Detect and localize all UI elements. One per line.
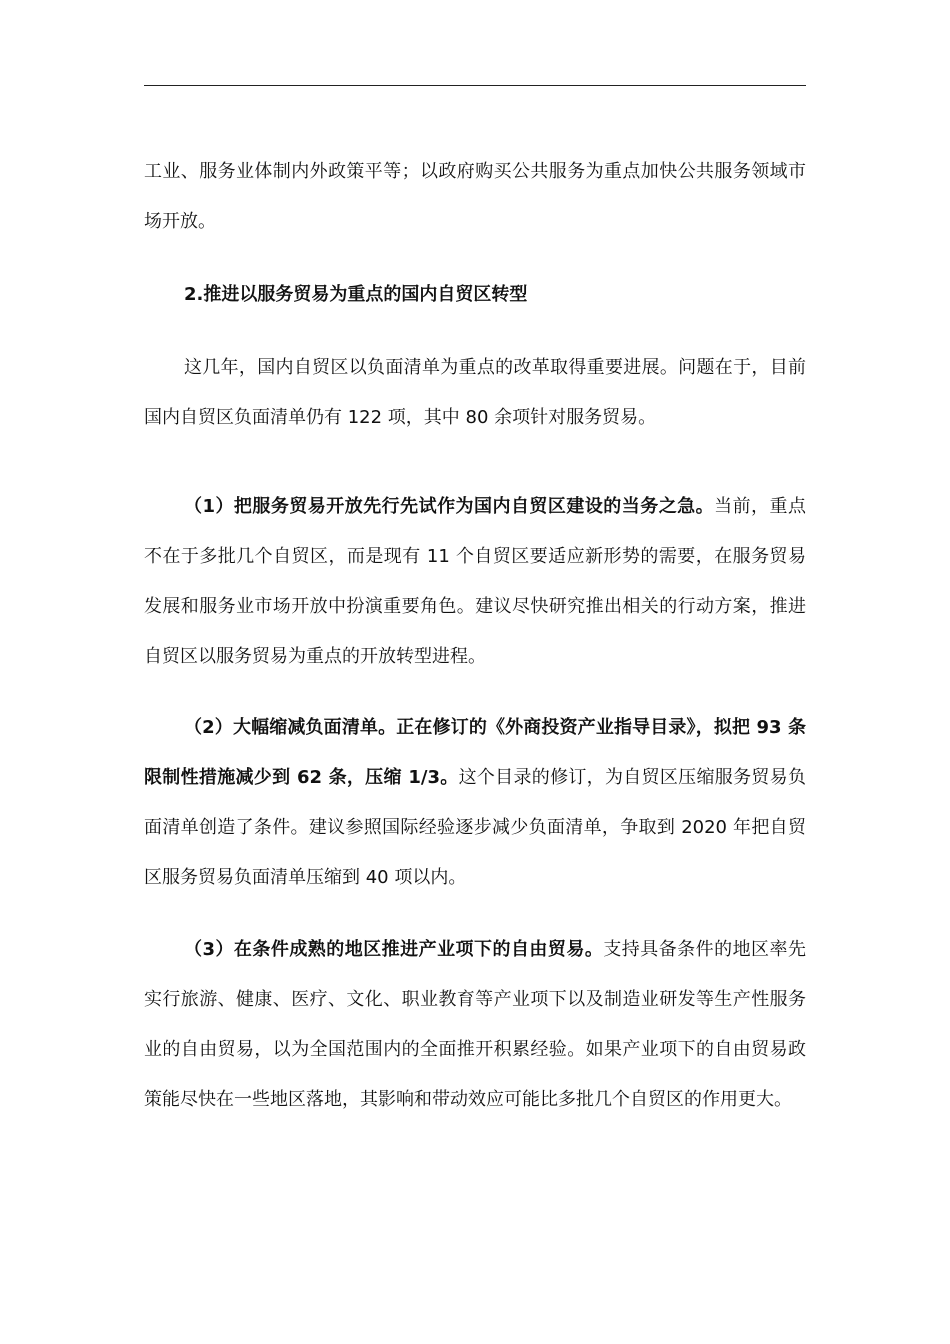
list-item-3-body: 支持具备条件的地区率先实行旅游、健康、医疗、文化、职业教育等产业项下以及制造业研发等生产性服务业的自由贸易，以为全国范围内的全面推开积累经验。如果产业项下的自由贸易政策能尽快在一些地区落地，其影响和带动效应可能比多批几个自贸区的作用更大。 — [144, 939, 806, 1110]
paragraph-continuation: 工业、服务业体制内外政策平等；以政府购买公共服务为重点加快公共服务领域市场开放。 — [144, 161, 806, 232]
paragraph-intro: 这几年，国内自贸区以负面清单为重点的改革取得重要进展。问题在于，目前国内自贸区负面清单仍有 122 项，其中 80 余项针对服务贸易。 — [144, 357, 806, 428]
list-item-2 — [144, 703, 806, 903]
header-rule — [144, 85, 806, 86]
list-item-1 — [144, 482, 806, 682]
list-item-1-lead: （1）把服务贸易开放先行先试作为国内自贸区建设的当务之急。 — [184, 496, 715, 517]
list-item-2-lead: （2）大幅缩减负面清单。正在修订的《外商投资产业指导目录》，拟把 93 条限制性措施减少到 62 条，压缩 1/3。 — [144, 717, 806, 788]
list-item-3 — [144, 925, 806, 1125]
list-item-3-lead: （3）在条件成熟的地区推进产业项下的自由贸易。 — [184, 939, 604, 960]
list-item-2-body: 这个目录的修订，为自贸区压缩服务贸易负面清单创造了条件。建议参照国际经验逐步减少负面清单，争取到 2020 年把自贸区服务贸易负面清单压缩到 40 项以内。 — [144, 767, 806, 888]
list-item-1-body: 当前，重点不在于多批几个自贸区，而是现有 11 个自贸区要适应新形势的需要，在服务贸易发展和服务业市场开放中扮演重要角色。建议尽快研究推出相关的行动方案，推进自贸区以服务贸易为重点的开放转型进程。 — [144, 496, 806, 667]
section-heading: 2.推进以服务贸易为重点的国内自贸区转型 — [184, 284, 528, 305]
